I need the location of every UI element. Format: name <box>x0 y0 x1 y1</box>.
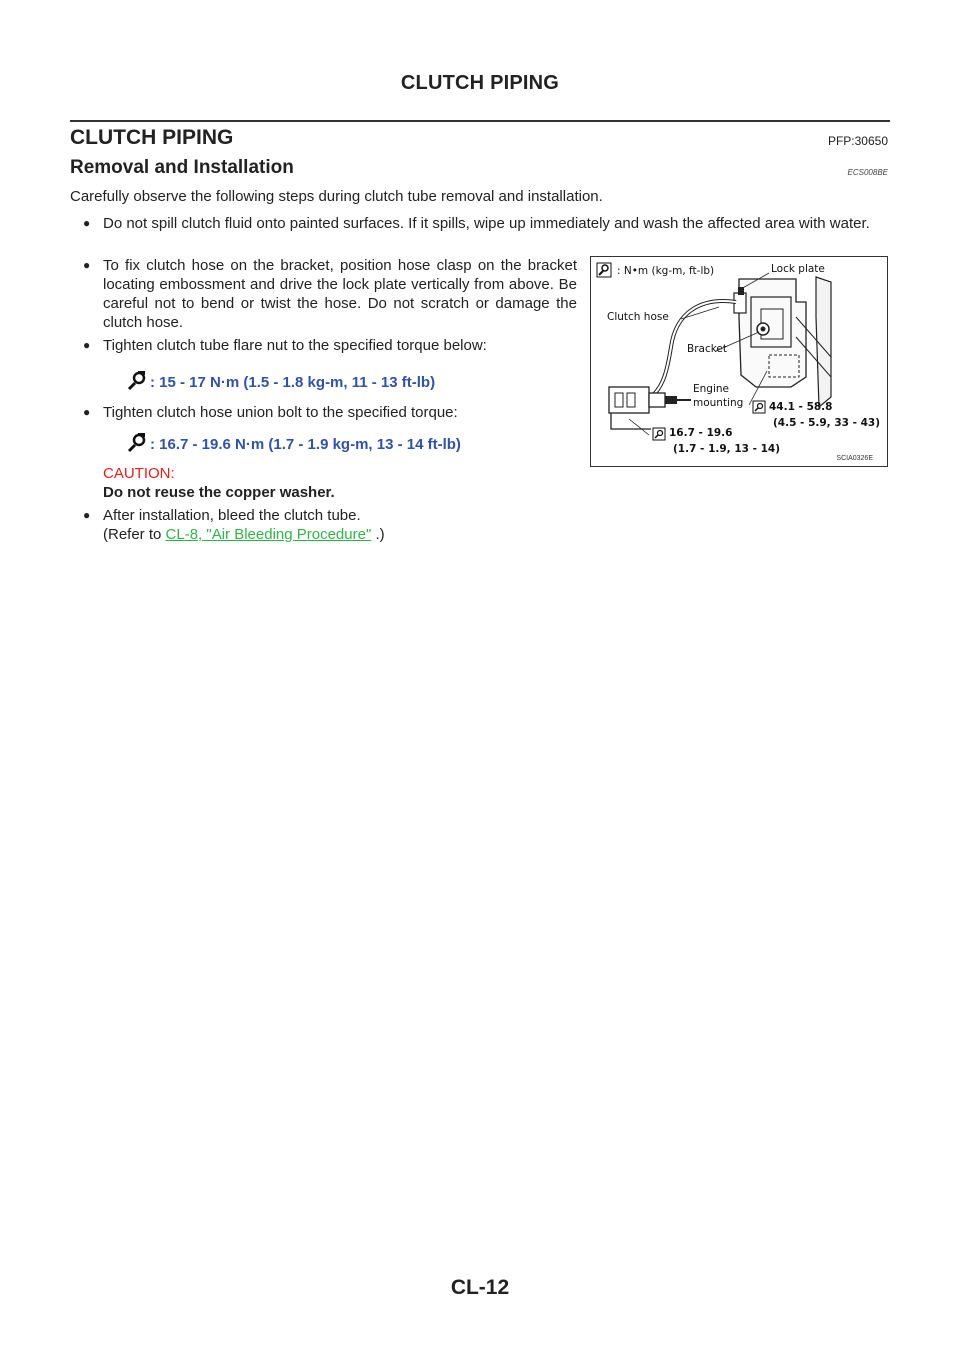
wrench-icon <box>126 432 148 454</box>
bullet-icon: ● <box>83 216 91 230</box>
running-header: CLUTCH PIPING <box>400 72 560 94</box>
label-mounting: mounting <box>693 397 744 409</box>
bullet-bleed <box>83 506 583 544</box>
torque-spec-flare-nut <box>126 370 435 392</box>
torque-label-mounting-units: (4.5 - 5.9, 33 - 43) <box>773 417 881 429</box>
reference-prefix: (Refer to <box>103 526 166 543</box>
page-number: CL-12 <box>450 1276 510 1299</box>
bullet-flare-nut <box>83 336 577 355</box>
label-clutch-hose: Clutch hose <box>607 311 669 323</box>
bullet-icon: ● <box>83 508 91 522</box>
label-bracket: Bracket <box>687 343 728 355</box>
bullet-union-bolt <box>83 403 577 422</box>
caution-label: CAUTION: <box>103 465 175 482</box>
torque-value: : 15 - 17 N·m (1.5 - 1.8 kg-m, 11 - 13 ft-lb) <box>150 374 436 391</box>
figure-legend: : N•m (kg-m, ft-lb) <box>617 265 715 277</box>
air-bleeding-link[interactable]: CL-8, "Air Bleeding Procedure" <box>165 526 372 543</box>
label-lock-plate: Lock plate <box>771 263 825 275</box>
bullet-text: Do not spill clutch fluid onto painted surfaces. If it spills, wipe up immediately and wash the affected area with water. <box>103 215 870 232</box>
bullet-text: To fix clutch hose on the bracket, position hose clasp on the bracket locating embossment and drive the lock plate vertically from above. Be careful not to bend or twist the hose. Do not scratch or damage the clutch hose. <box>103 257 577 331</box>
caution-text: Do not reuse the copper washer. <box>103 484 335 501</box>
torque-label-mounting: 44.1 - 58.8 <box>769 401 833 413</box>
torque-spec-union-bolt <box>126 432 461 454</box>
intro-text: Carefully observe the following steps during clutch tube removal and installation. <box>70 188 603 205</box>
wrench-icon <box>126 370 148 392</box>
torque-value: : 16.7 - 19.6 N·m (1.7 - 1.9 kg-m, 13 - 14 ft-lb) <box>150 436 461 453</box>
header-rule <box>70 120 890 122</box>
bullet-hose-mount <box>83 256 577 332</box>
subsection-title: Removal and Installation <box>70 157 294 178</box>
torque-label-union-bolt-units: (1.7 - 1.9, 13 - 14) <box>673 443 781 455</box>
subsection-code: ECS008BE <box>847 168 888 177</box>
label-engine: Engine <box>693 383 729 395</box>
figure-id: SCIA0326E <box>836 455 873 462</box>
reference-suffix: .) <box>371 526 385 543</box>
bullet-fluid-warning <box>83 214 890 233</box>
bullet-icon: ● <box>83 405 91 419</box>
bullet-text: Tighten clutch hose union bolt to the specified torque: <box>103 404 458 421</box>
torque-label-union-bolt: 16.7 - 19.6 <box>669 427 733 439</box>
section-code: PFP:30650 <box>827 134 888 148</box>
bullet-text: Tighten clutch tube flare nut to the specified torque below: <box>103 337 487 354</box>
bullet-icon: ● <box>83 338 91 352</box>
clutch-piping-illustration <box>591 257 887 466</box>
section-title: CLUTCH PIPING <box>70 126 234 149</box>
clutch-piping-figure <box>590 256 888 467</box>
bullet-icon: ● <box>83 258 91 272</box>
bullet-text: After installation, bleed the clutch tube. <box>103 507 361 524</box>
